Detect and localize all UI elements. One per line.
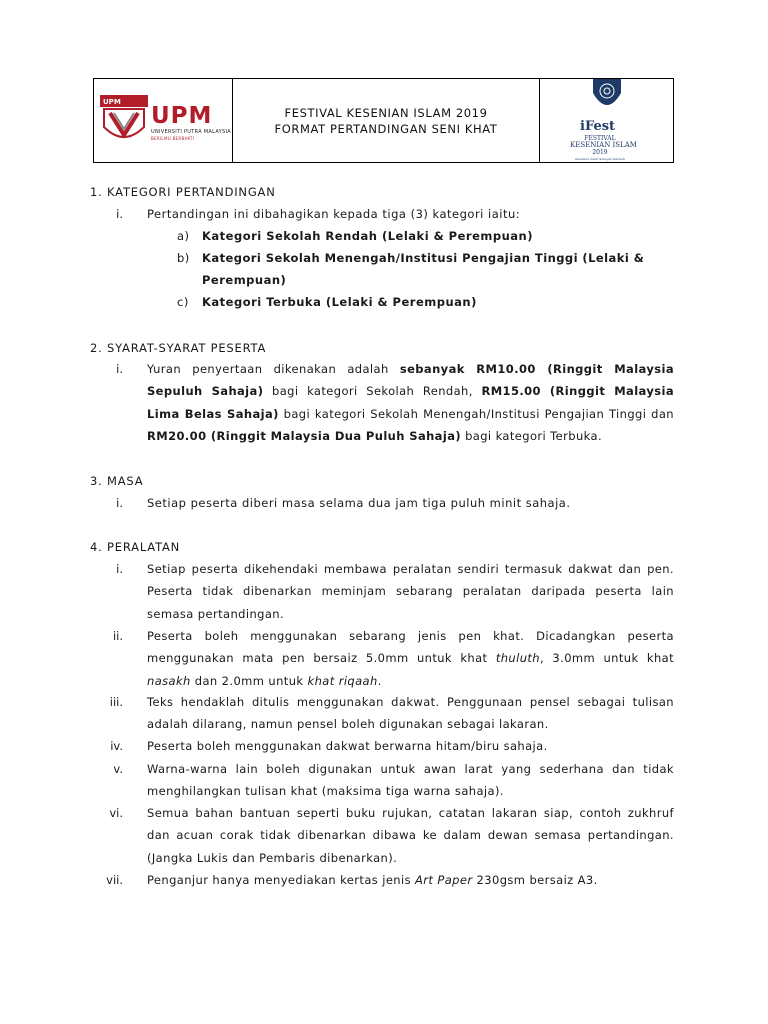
s4-item-text: [147, 869, 674, 891]
s2-item-paragraph: [147, 358, 674, 447]
s4-item-7-text-2: 230gsm bersaiz A3.: [472, 873, 598, 887]
s1-a-text: Kategori Sekolah Rendah (Lelaki & Perempuan): [202, 229, 533, 243]
document-header: [93, 78, 674, 163]
s1-c-text: Kategori Terbuka (Lelaki & Perempuan): [202, 295, 477, 309]
s4-item-2-thuluth: thuluth: [495, 651, 540, 666]
document-title: FESTIVAL KESENIAN ISLAM 2019: [284, 105, 488, 120]
s1-item-number: i.: [116, 207, 123, 221]
s4-item-2-text-1: Peserta boleh menggunakan sebarang jenis pen khat. Dicadangkan peserta menggunakan mata pen bersaiz 5.0mm untuk khat: [147, 629, 674, 666]
s1-c-label: c): [177, 295, 189, 309]
ifest-wordmark: iFest: [580, 119, 616, 134]
s2-fee-menengah: RM15.00 (Ringgit Malaysia Lima Belas Sahaja): [147, 384, 675, 421]
s2-text-3: bagi kategori Sekolah Menengah/Institusi Pengajian Tinggi dan: [278, 406, 674, 421]
s1-item-text: Pertandingan ini dibahagikan kepada tiga (3) kategori iaitu:: [147, 207, 521, 221]
s4-item-text: [147, 691, 674, 736]
ifest-tagline: Kesenian Islam Sebagai Dakwah: [575, 157, 625, 161]
s4-item-text: [147, 758, 674, 803]
s4-item-text: [147, 625, 674, 692]
s4-item-text: [147, 802, 674, 869]
s4-item-number: iv.: [110, 739, 123, 753]
s4-item-4-text: Peserta boleh menggunakan dakwat berwarna hitam/biru sahaja.: [147, 739, 548, 753]
s4-item-text: [147, 558, 674, 625]
s4-item-6-text: Semua bahan bantuan seperti buku rujukan, catatan lakaran siap, contoh zukhruf dan acuan corak tidak dibenarkan dibawa ke dalam dewan semasa pertandingan. (Jangka Lukis dan Pembaris dibenarkan).: [147, 806, 674, 865]
section-4-title: 4. PERALATAN: [90, 540, 181, 554]
s4-item-number: vi.: [109, 806, 123, 820]
s1-a-label: a): [177, 229, 190, 243]
section-1-title: 1. KATEGORI PERTANDINGAN: [90, 185, 276, 199]
s4-item-number: iii.: [109, 695, 123, 709]
s4-item-3-text: Teks hendaklah ditulis menggunakan dakwat. Penggunaan pensel sebagai tulisan adalah dilarang, namun pensel boleh digunakan sebagai lakaran.: [147, 695, 674, 732]
section-3-title: 3. MASA: [90, 474, 144, 488]
s2-text-2: bagi kategori Sekolah Rendah,: [263, 384, 482, 399]
s4-item-number: ii.: [112, 629, 123, 643]
s2-fee-rendah: sebanyak RM10.00 (Ringgit Malaysia Sepuluh Sahaja): [147, 362, 674, 399]
s4-item-7-text-1: Penganjur hanya menyediakan kertas jenis: [147, 873, 416, 887]
s4-item-number: v.: [113, 762, 123, 776]
s2-item-number: i.: [116, 362, 123, 376]
s4-item-1-text: Setiap peserta dikehendaki membawa peralatan sendiri termasuk dakwat dan pen. Peserta tidak dibenarkan meminjam sebarang peralatan daripada peserta lain semasa pertandingan.: [147, 562, 674, 621]
upm-small-tag: UPM: [103, 98, 121, 106]
s4-item-number: i.: [116, 562, 123, 576]
title-cell: [233, 79, 540, 162]
s4-item-5-text: Warna-warna lain boleh digunakan untuk awan larat yang sederhana dan tidak menghilangkan tulisan khat (maksima tiga warna sahaja).: [147, 762, 674, 799]
ifest-line3: 2019: [592, 149, 608, 156]
ifest-line1: FESTIVAL: [584, 135, 616, 142]
s2-text-1: Yuran penyertaan dikenakan adalah: [147, 362, 400, 376]
upm-emblem-icon: [100, 95, 148, 147]
s2-text-4: bagi kategori Terbuka.: [461, 428, 602, 443]
upm-wordmark: UPM: [151, 103, 213, 129]
ifest-logo-cell: [540, 79, 673, 162]
s4-item-2-text-4: .: [377, 673, 382, 688]
s4-item-number: vii.: [106, 873, 123, 887]
s1-b-label: b): [177, 251, 190, 265]
s4-item-7-art-paper: Art Paper: [415, 873, 473, 887]
upm-motto: BERILMU BERBAKTI: [151, 136, 195, 141]
ifest-emblem-icon: [567, 79, 647, 119]
s1-b-text-line1: Kategori Sekolah Menengah/Institusi Pengajian Tinggi (Lelaki &: [202, 251, 645, 265]
s2-fee-terbuka: RM20.00 (Ringgit Malaysia Dua Puluh Sahaja): [147, 428, 462, 443]
s4-item-text: [147, 735, 674, 757]
s4-item-2-nasakh: nasakh: [147, 673, 191, 688]
s3-item-number: i.: [116, 496, 123, 510]
upm-subtitle: UNIVERSITI PUTRA MALAYSIA: [151, 129, 231, 135]
s4-item-2-text-2: , 3.0mm untuk khat: [540, 651, 674, 666]
s4-item-2-riqaah: khat riqaah: [307, 673, 378, 688]
ifest-line2: KESENIAN ISLAM: [570, 141, 637, 149]
document-subtitle: FORMAT PERTANDINGAN SENI KHAT: [274, 121, 498, 136]
s4-item-2-text-3: dan 2.0mm untuk: [190, 673, 308, 688]
s3-item-text: Setiap peserta diberi masa selama dua jam tiga puluh minit sahaja.: [147, 496, 571, 510]
section-2-title: 2. SYARAT-SYARAT PESERTA: [90, 341, 267, 355]
s1-b-text-line2: Perempuan): [202, 273, 287, 287]
upm-logo-cell: [94, 79, 233, 162]
